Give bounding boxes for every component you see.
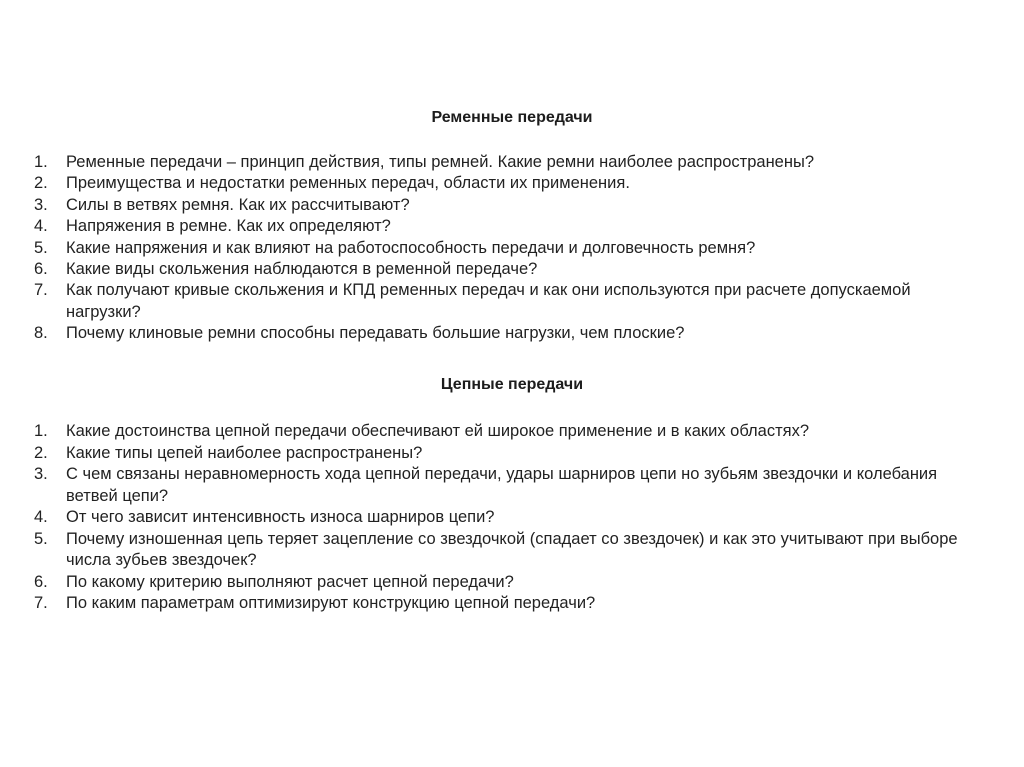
list-item bbox=[0, 593, 1024, 615]
item-text: Преимущества и недостатки ременных передач, области их применения. bbox=[66, 174, 630, 193]
item-text: По какому критерию выполняют расчет цепной передачи? bbox=[66, 572, 514, 591]
section-title-belt-drives: Ременные передачи bbox=[431, 109, 593, 126]
item-number: 5. bbox=[34, 529, 48, 548]
list-item bbox=[0, 572, 1024, 594]
item-number: 6. bbox=[34, 572, 48, 591]
item-number: 8. bbox=[34, 324, 48, 343]
item-number: 1. bbox=[34, 153, 48, 171]
item-number: 2. bbox=[34, 443, 48, 462]
item-text: От чего зависит интенсивность износа шарниров цепи? bbox=[66, 508, 495, 526]
item-text: Силы в ветвях ремня. Как их рассчитывают? bbox=[66, 195, 410, 214]
belt-questions-list bbox=[0, 152, 1024, 345]
item-number: 7. bbox=[34, 594, 48, 612]
list-item bbox=[0, 507, 1024, 529]
list-item bbox=[0, 216, 1024, 237]
item-number: 2. bbox=[34, 174, 48, 193]
item-number: 4. bbox=[34, 217, 48, 236]
list-item bbox=[0, 238, 1024, 259]
item-text: Почему изношенная цепь теряет зацепление со звездочкой (спадает со звездочек) и как это учитывают при выборе числа зубьев звездочек? bbox=[66, 529, 958, 569]
item-number: 5. bbox=[34, 238, 48, 257]
item-text: Почему клиновые ремни способны передавать большие нагрузки, чем плоские? bbox=[66, 324, 685, 343]
item-number: 1. bbox=[34, 422, 48, 440]
item-text: С чем связаны неравномерность хода цепной передачи, удары шарниров цепи но зубьям звездочки и колебания ветвей цепи? bbox=[66, 465, 938, 505]
item-number: 7. bbox=[34, 281, 48, 300]
item-text: Как получают кривые скольжения и КПД ременных передач и как они используются при расчете допускаемой нагрузки? bbox=[66, 281, 911, 321]
list-item bbox=[0, 529, 1024, 572]
item-number: 4. bbox=[34, 508, 48, 526]
list-item bbox=[0, 259, 1024, 280]
list-item bbox=[0, 464, 1024, 507]
section-title-chain-drives: Цепные передачи bbox=[440, 376, 584, 393]
item-text: Какие напряжения и как влияют на работоспособность передачи и долговечность ремня? bbox=[66, 238, 756, 257]
item-number: 6. bbox=[34, 260, 48, 279]
item-text: Ременные передачи – принцип действия, типы ремней. Какие ремни наиболее распространены? bbox=[66, 153, 815, 171]
list-item bbox=[0, 173, 1024, 194]
list-item bbox=[0, 443, 1024, 465]
item-text: Какие виды скольжения наблюдаются в ременной передаче? bbox=[66, 260, 538, 279]
list-item bbox=[0, 280, 1024, 323]
list-item bbox=[0, 323, 1024, 344]
item-text: Какие типы цепей наиболее распространены? bbox=[66, 443, 423, 462]
item-text: Какие достоинства цепной передачи обеспечивают ей широкое применение и в каких областях? bbox=[66, 422, 810, 440]
list-item bbox=[0, 421, 1024, 443]
item-number: 3. bbox=[34, 465, 48, 483]
item-text: Напряжения в ремне. Как их определяют? bbox=[66, 217, 391, 236]
item-number: 3. bbox=[34, 195, 48, 214]
item-text: По каким параметрам оптимизируют конструкцию цепной передачи? bbox=[66, 594, 596, 612]
list-item bbox=[0, 195, 1024, 216]
chain-questions-list bbox=[0, 421, 1024, 615]
list-item bbox=[0, 152, 1024, 173]
